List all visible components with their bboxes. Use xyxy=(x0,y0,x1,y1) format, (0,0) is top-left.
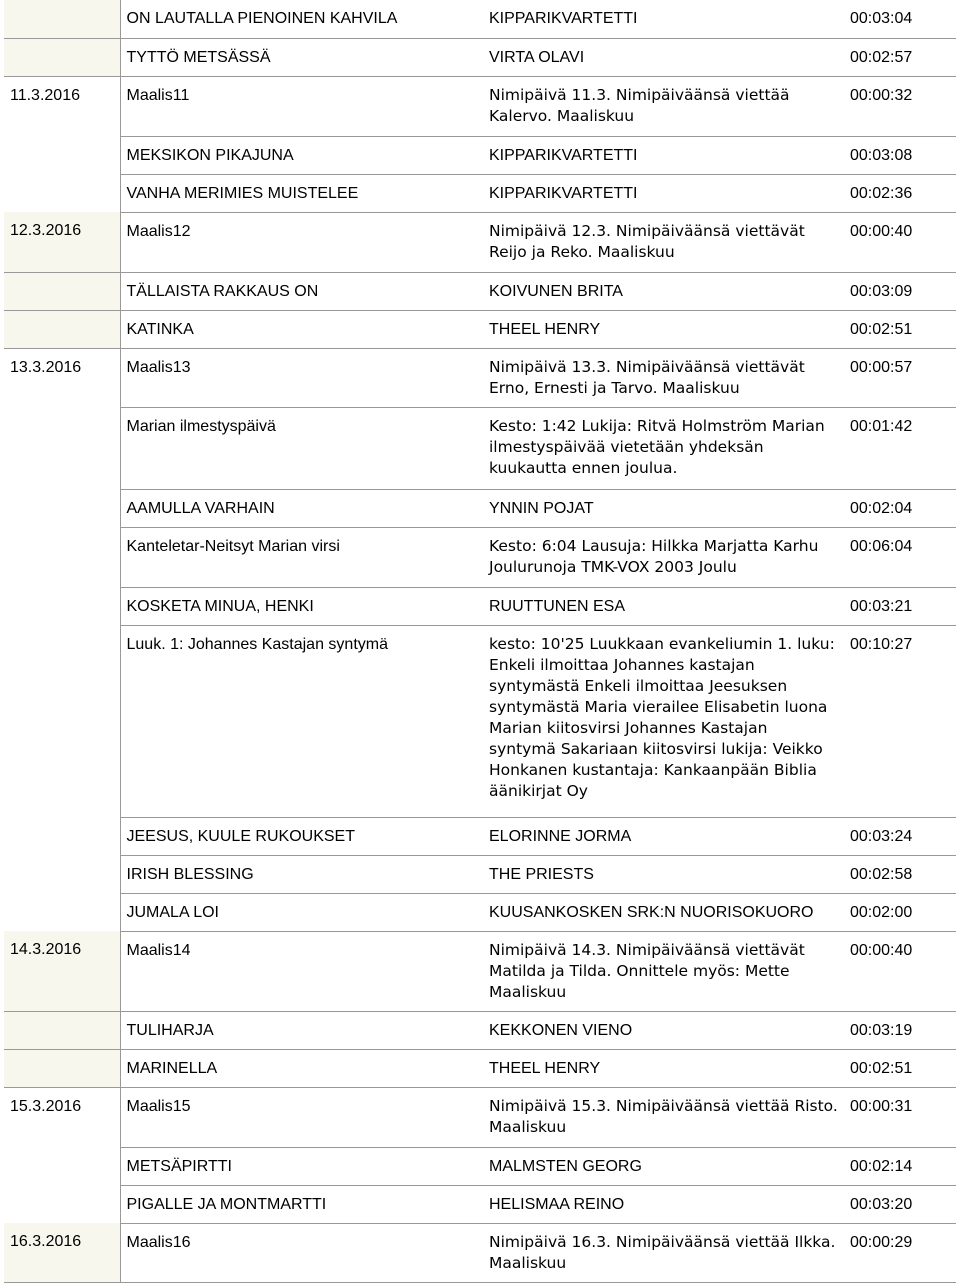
date-cell xyxy=(4,136,120,174)
date-cell xyxy=(4,272,120,310)
schedule-row xyxy=(4,38,956,76)
title-cell: Luuk. 1: Johannes Kastajan syntymä xyxy=(120,625,483,817)
info-cell: Kesto: 6:04 Lausuja: Hilkka Marjatta Karhu Joulurunoja TMK-VOX 2003 Joulu xyxy=(483,527,844,587)
duration-cell: 00:10:27 xyxy=(844,625,956,817)
schedule-row xyxy=(4,1223,956,1282)
schedule-row xyxy=(4,212,956,272)
duration-cell: 00:02:36 xyxy=(844,174,956,212)
duration-cell: 00:03:24 xyxy=(844,817,956,855)
info-cell: KEKKONEN VIENO xyxy=(483,1011,844,1049)
title-cell: Maalis14 xyxy=(120,931,483,1011)
info-cell: THEEL HENRY xyxy=(483,310,844,348)
date-cell xyxy=(4,855,120,893)
schedule-row xyxy=(4,1011,956,1049)
duration-cell: 00:03:04 xyxy=(844,0,956,38)
duration-cell: 00:02:58 xyxy=(844,855,956,893)
info-cell: Kesto: 1:42 Lukija: Ritvä Holmström Marian ilmestyspäivää vietetään yhdeksän kuukautta ennen joulua. xyxy=(483,407,844,489)
title-cell: PIGALLE JA MONTMARTTI xyxy=(120,1185,483,1223)
duration-cell: 00:06:04 xyxy=(844,527,956,587)
duration-cell: 00:00:29 xyxy=(844,1223,956,1282)
info-cell: KIPPARIKVARTETTI xyxy=(483,174,844,212)
info-cell: THEEL HENRY xyxy=(483,1049,844,1087)
duration-cell: 00:00:57 xyxy=(844,348,956,407)
date-cell xyxy=(4,893,120,931)
date-cell: 12.3.2016 xyxy=(4,212,120,272)
date-cell: 13.3.2016 xyxy=(4,348,120,407)
date-cell xyxy=(4,817,120,855)
title-cell: TULIHARJA xyxy=(120,1011,483,1049)
schedule-row xyxy=(4,348,956,407)
schedule-row xyxy=(4,1185,956,1223)
duration-cell: 00:02:04 xyxy=(844,489,956,527)
info-cell: ELORINNE JORMA xyxy=(483,817,844,855)
info-cell: MALMSTEN GEORG xyxy=(483,1147,844,1185)
title-cell: VANHA MERIMIES MUISTELEE xyxy=(120,174,483,212)
title-cell: Maalis12 xyxy=(120,212,483,272)
title-cell: IRISH BLESSING xyxy=(120,855,483,893)
info-cell: Nimipäivä 15.3. Nimipäiväänsä viettää Risto. Maaliskuu xyxy=(483,1087,844,1147)
schedule-row xyxy=(4,527,956,587)
info-cell: KUUSANKOSKEN SRK:N NUORISOKUORO xyxy=(483,893,844,931)
info-cell: kesto: 10'25 Luukkaan evankeliumin 1. luku: Enkeli ilmoittaa Johannes kastajan syntymästä Enkeli ilmoittaa Jeesuksen syntymästä Maria vierailee Elisabetin luona Marian kiitosvirsi Johannes Kastajan syntymä Sakariaan kiitosvirsi lukija: Veikko Honkanen kustantaja: Kankaanpään Biblia äänikirjat Oy xyxy=(483,625,844,817)
title-cell: Marian ilmestyspäivä xyxy=(120,407,483,489)
schedule-row xyxy=(4,76,956,136)
schedule-row xyxy=(4,310,956,348)
title-cell: MEKSIKON PIKAJUNA xyxy=(120,136,483,174)
title-cell: TÄLLAISTA RAKKAUS ON xyxy=(120,272,483,310)
schedule-row xyxy=(4,855,956,893)
title-cell: JEESUS, KUULE RUKOUKSET xyxy=(120,817,483,855)
date-cell xyxy=(4,407,120,489)
duration-cell: 00:03:09 xyxy=(844,272,956,310)
schedule-row xyxy=(4,625,956,817)
duration-cell: 00:00:32 xyxy=(844,76,956,136)
title-cell: Maalis16 xyxy=(120,1223,483,1282)
date-cell xyxy=(4,0,120,38)
duration-cell: 00:00:31 xyxy=(844,1087,956,1147)
duration-cell: 00:02:51 xyxy=(844,310,956,348)
schedule-row xyxy=(4,136,956,174)
info-cell: Nimipäivä 12.3. Nimipäiväänsä viettävät Reijo ja Reko. Maaliskuu xyxy=(483,212,844,272)
schedule-row xyxy=(4,272,956,310)
date-cell: 15.3.2016 xyxy=(4,1087,120,1147)
info-cell: HELISMAA REINO xyxy=(483,1185,844,1223)
date-cell xyxy=(4,625,120,817)
schedule-row xyxy=(4,893,956,931)
date-cell xyxy=(4,527,120,587)
info-cell: Nimipäivä 14.3. Nimipäiväänsä viettävät Matilda ja Tilda. Onnittele myös: Mette Maaliskuu xyxy=(483,931,844,1011)
duration-cell: 00:00:40 xyxy=(844,212,956,272)
date-cell: 14.3.2016 xyxy=(4,931,120,1011)
date-cell: 16.3.2016 xyxy=(4,1223,120,1282)
info-cell: KOIVUNEN BRITA xyxy=(483,272,844,310)
schedule-body xyxy=(4,0,956,1282)
schedule-row xyxy=(4,931,956,1011)
title-cell: Kanteletar-Neitsyt Marian virsi xyxy=(120,527,483,587)
duration-cell: 00:00:40 xyxy=(844,931,956,1011)
info-cell: Nimipäivä 16.3. Nimipäiväänsä viettää Ilkka. Maaliskuu xyxy=(483,1223,844,1282)
date-cell xyxy=(4,310,120,348)
duration-cell: 00:03:19 xyxy=(844,1011,956,1049)
duration-cell: 00:03:21 xyxy=(844,587,956,625)
duration-cell: 00:02:51 xyxy=(844,1049,956,1087)
title-cell: KOSKETA MINUA, HENKI xyxy=(120,587,483,625)
date-cell xyxy=(4,174,120,212)
date-cell xyxy=(4,1185,120,1223)
schedule-row xyxy=(4,587,956,625)
title-cell: KATINKA xyxy=(120,310,483,348)
date-cell xyxy=(4,587,120,625)
title-cell: METSÄPIRTTI xyxy=(120,1147,483,1185)
duration-cell: 00:03:08 xyxy=(844,136,956,174)
date-cell xyxy=(4,38,120,76)
schedule-row xyxy=(4,0,956,38)
title-cell: Maalis15 xyxy=(120,1087,483,1147)
duration-cell: 00:01:42 xyxy=(844,407,956,489)
date-cell xyxy=(4,1049,120,1087)
info-cell: YNNIN POJAT xyxy=(483,489,844,527)
title-cell: ON LAUTALLA PIENOINEN KAHVILA xyxy=(120,0,483,38)
info-cell: VIRTA OLAVI xyxy=(483,38,844,76)
schedule-row xyxy=(4,1049,956,1087)
date-cell xyxy=(4,1147,120,1185)
date-cell xyxy=(4,1011,120,1049)
info-cell: KIPPARIKVARTETTI xyxy=(483,136,844,174)
schedule-row xyxy=(4,407,956,489)
schedule-row xyxy=(4,489,956,527)
broadcast-schedule-table xyxy=(4,0,956,1283)
title-cell: TYTTÖ METSÄSSÄ xyxy=(120,38,483,76)
duration-cell: 00:03:20 xyxy=(844,1185,956,1223)
date-cell: 11.3.2016 xyxy=(4,76,120,136)
schedule-row xyxy=(4,1087,956,1147)
duration-cell: 00:02:57 xyxy=(844,38,956,76)
info-cell: THE PRIESTS xyxy=(483,855,844,893)
title-cell: JUMALA LOI xyxy=(120,893,483,931)
duration-cell: 00:02:00 xyxy=(844,893,956,931)
duration-cell: 00:02:14 xyxy=(844,1147,956,1185)
title-cell: Maalis13 xyxy=(120,348,483,407)
info-cell: RUUTTUNEN ESA xyxy=(483,587,844,625)
schedule-row xyxy=(4,174,956,212)
title-cell: AAMULLA VARHAIN xyxy=(120,489,483,527)
title-cell: Maalis11 xyxy=(120,76,483,136)
info-cell: KIPPARIKVARTETTI xyxy=(483,0,844,38)
schedule-row xyxy=(4,817,956,855)
info-cell: Nimipäivä 11.3. Nimipäiväänsä viettää Kalervo. Maaliskuu xyxy=(483,76,844,136)
info-cell: Nimipäivä 13.3. Nimipäiväänsä viettävät Erno, Ernesti ja Tarvo. Maaliskuu xyxy=(483,348,844,407)
schedule-row xyxy=(4,1147,956,1185)
date-cell xyxy=(4,489,120,527)
title-cell: MARINELLA xyxy=(120,1049,483,1087)
